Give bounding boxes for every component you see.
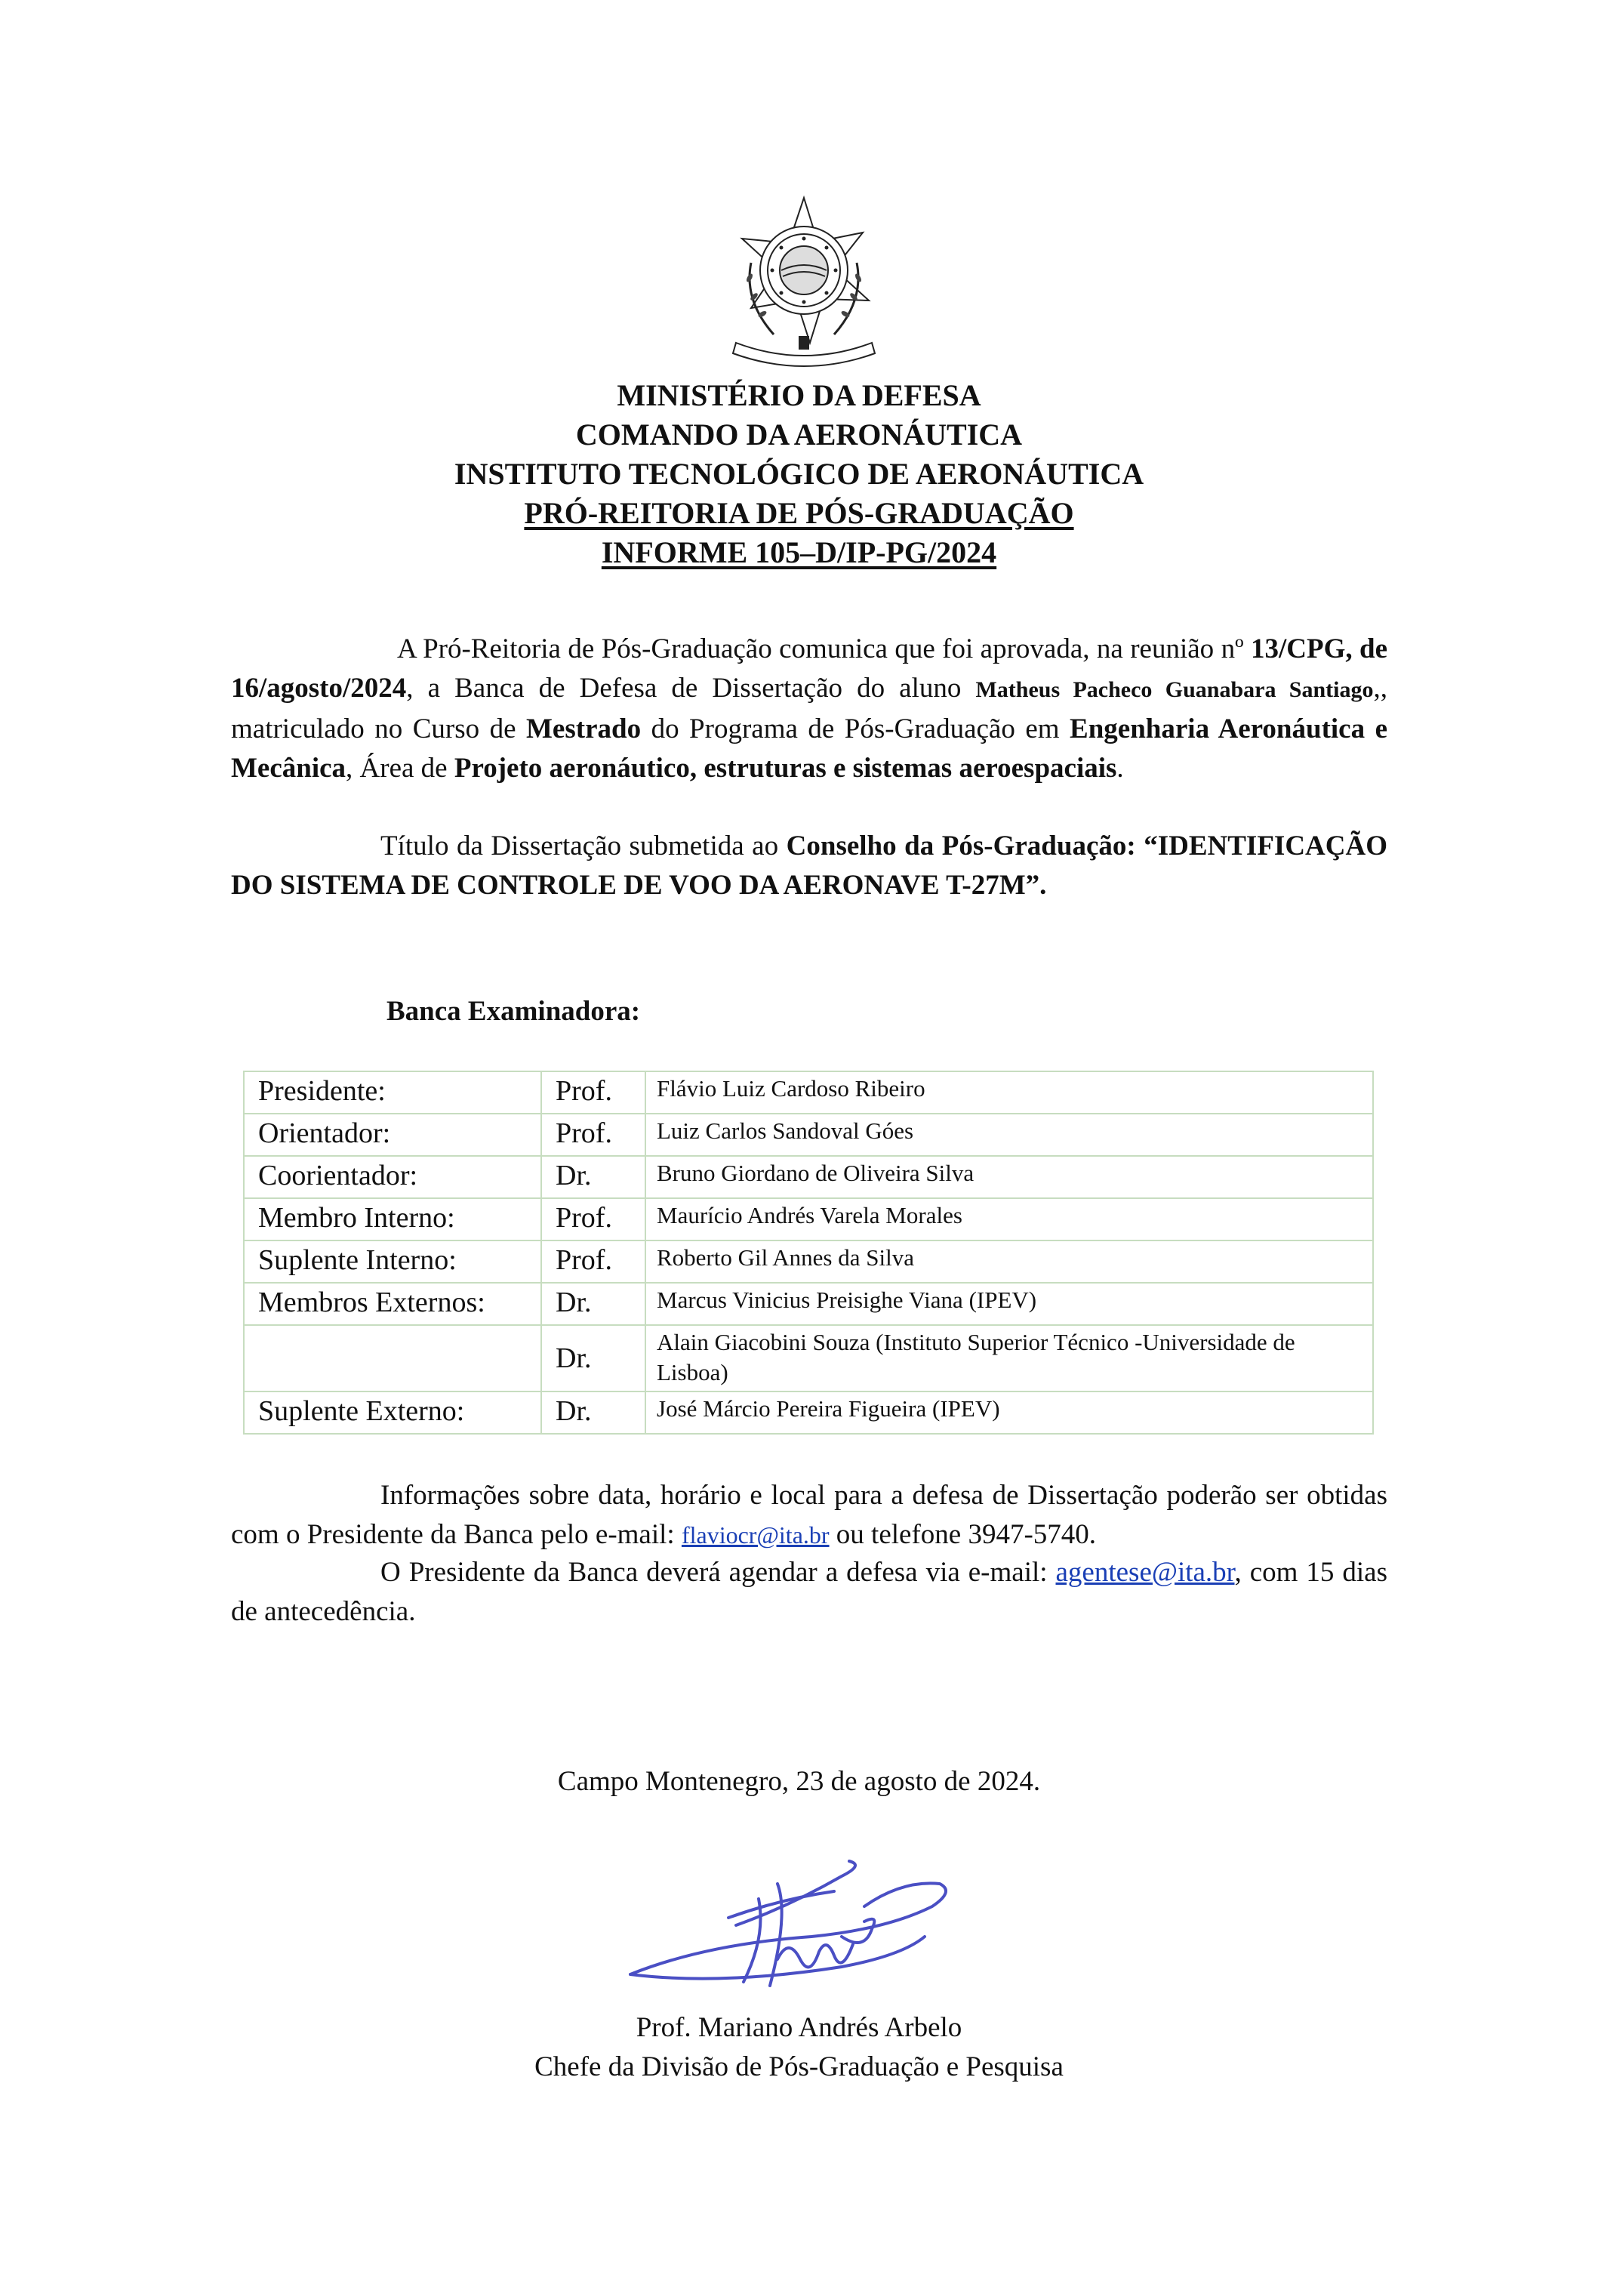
table-row <box>244 1391 1373 1434</box>
committee-member-name: José Márcio Pereira Figueira (IPEV) <box>645 1391 1373 1434</box>
table-row <box>244 1114 1373 1156</box>
place-date: Campo Montenegro, 23 de agosto de 2024. <box>557 1766 1041 1797</box>
student-name: Matheus Pacheco Guanabara Santiago <box>975 677 1374 702</box>
program-name: Engenharia Aeronáutica e Mecânica <box>231 713 1388 784</box>
committee-role: Presidente: <box>244 1071 541 1114</box>
committee-title: Prof. <box>541 1198 645 1240</box>
committee-table <box>243 1071 1374 1435</box>
brazil-coat-of-arms-icon <box>721 195 887 372</box>
course-level: Mestrado <box>526 713 642 744</box>
signer-block <box>0 2008 1598 2087</box>
scheduling-email-link[interactable]: agentese@ita.br <box>1055 1557 1235 1588</box>
header-pro-reitoria: PRÓ-REITORIA DE PÓS-GRADUAÇÃO <box>524 496 1074 530</box>
contact-paragraph: Informações sobre data, horário e local para a defesa de Dissertação poderão ser obtidas com o Presidente da Banca pelo e-mail: flaviocr@ita.br ou telefone 3947-5740. <box>231 1480 1387 1550</box>
committee-role: Membro Interno: <box>244 1198 541 1240</box>
committee-title: Dr. <box>541 1156 645 1198</box>
table-row <box>244 1240 1373 1283</box>
committee-member-name: Flávio Luiz Cardoso Ribeiro <box>645 1071 1373 1114</box>
header-command: COMANDO DA AERONÁUTICA <box>575 418 1023 451</box>
committee-role: Coorientador: <box>244 1156 541 1198</box>
committee-title: Dr. <box>541 1325 645 1391</box>
committee-heading: Banca Examinadora: <box>386 996 641 1027</box>
signer-name: Prof. Mariano Andrés Arbelo <box>636 2012 962 2043</box>
handwritten-signature-icon <box>615 1854 970 2008</box>
announcement-paragraph: A Pró-Reitoria de Pós-Graduação comunica que foi aprovada, na reunião nº 13/CPG, de 16/agosto/2024, a Banca de Defesa de Dissertação do aluno Matheus Pacheco Guanabara Santiago,, matriculado no Curso de Mestrado do Programa de Pós-Graduação em Engenharia Aeronáutica e Mecânica, Área de Projeto aeronáutico, estruturas e sistemas aeroespaciais. <box>231 633 1388 784</box>
president-email-link[interactable]: flaviocr@ita.br <box>681 1521 830 1549</box>
committee-title: Prof. <box>541 1071 645 1114</box>
dissertation-title: “IDENTIFICAÇÃO DO SISTEMA DE CONTROLE DE VOO DA AERONAVE T-27M”. <box>231 831 1387 901</box>
document-header <box>0 376 1598 572</box>
committee-title: Prof. <box>541 1114 645 1156</box>
committee-title: Dr. <box>541 1283 645 1325</box>
committee-role: Suplente Interno: <box>244 1240 541 1283</box>
research-area: Projeto aeronáutico, estruturas e sistemas aeroespaciais <box>454 753 1117 784</box>
header-institute: INSTITUTO TECNOLÓGICO DE AERONÁUTICA <box>454 457 1144 491</box>
table-row <box>244 1283 1373 1325</box>
committee-member-name: Luiz Carlos Sandoval Góes <box>645 1114 1373 1156</box>
header-ministry: MINISTÉRIO DA DEFESA <box>617 378 981 412</box>
committee-title: Dr. <box>541 1391 645 1434</box>
committee-title: Prof. <box>541 1240 645 1283</box>
committee-role: Membros Externos: <box>244 1283 541 1325</box>
table-row <box>244 1156 1373 1198</box>
committee-member-name: Roberto Gil Annes da Silva <box>645 1240 1373 1283</box>
committee-role: Orientador: <box>244 1114 541 1156</box>
committee-member-name: Bruno Giordano de Oliveira Silva <box>645 1156 1373 1198</box>
meeting-reference: 13/CPG, de 16/agosto/2024 <box>231 633 1387 704</box>
committee-role <box>244 1325 541 1391</box>
signer-role: Chefe da Divisão de Pós-Graduação e Pesquisa <box>534 2051 1064 2082</box>
committee-member-name: Maurício Andrés Varela Morales <box>645 1198 1373 1240</box>
committee-role: Suplente Externo: <box>244 1391 541 1434</box>
table-row <box>244 1071 1373 1114</box>
committee-member-name: Alain Giacobini Souza (Instituto Superior Técnico -Universidade de Lisboa) <box>645 1325 1373 1391</box>
table-row <box>244 1198 1373 1240</box>
header-informe-number: INFORME 105–D/IP-PG/2024 <box>601 535 997 569</box>
scheduling-paragraph: O Presidente da Banca deverá agendar a defesa via e-mail: agentese@ita.br, com 15 dias de antecedência. <box>231 1557 1387 1627</box>
dissertation-title-paragraph: Título da Dissertação submetida ao Conselho da Pós-Graduação: “IDENTIFICAÇÃO DO SISTEMA DE CONTROLE DE VOO DA AERONAVE T-27M”. <box>231 831 1387 901</box>
table-row <box>244 1325 1373 1391</box>
committee-member-name: Marcus Vinicius Preisighe Viana (IPEV) <box>645 1283 1373 1325</box>
